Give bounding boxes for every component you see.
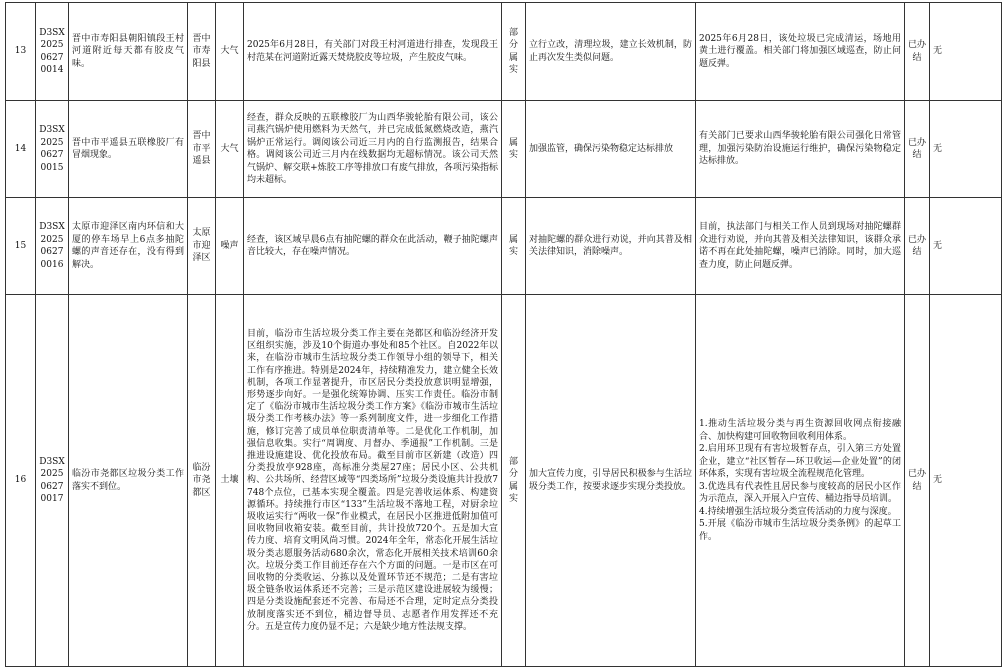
row-number: 14 bbox=[6, 101, 36, 198]
progress: 2025年6月28日，该处垃圾已完成清运，场地用黄土进行覆盖。相关部门将加强区域巡查，防止问题反弹。 bbox=[696, 3, 905, 101]
verdict: 属实 bbox=[502, 101, 526, 198]
status: 已办结 bbox=[905, 101, 930, 198]
issue-description: 临汾市尧都区垃圾分类工作落实不到位。 bbox=[69, 295, 188, 667]
row-number: 13 bbox=[6, 3, 36, 101]
case-code: D3SX202506270017 bbox=[36, 295, 69, 667]
case-code: D3SX202506270014 bbox=[36, 3, 69, 101]
pollution-type: 土壤 bbox=[216, 295, 244, 667]
table-row bbox=[6, 3, 1002, 101]
progress: 目前，执法部门与相关工作人员到现场对抽陀螺群众进行劝说，并向其普及相关法律知识，该群众承诺不再在此处抽陀螺，噪声已消除。同时，加大巡查力度，防止问题反弹。 bbox=[696, 198, 905, 295]
status: 已办结 bbox=[905, 295, 930, 667]
status: 已办结 bbox=[905, 3, 930, 101]
measures: 加强监管，确保污染物稳定达标排放 bbox=[526, 101, 696, 198]
issue-description: 太原市迎泽区南内环信和大厦的停车场早上6点多抽陀螺的声音还存在，没有得到解决。 bbox=[69, 198, 188, 295]
investigation-result: 经查，群众反映的五联橡胶厂为山西华骏轮胎有限公司，该公司燕汽锅炉使用燃料为天然气，并已完成低氮燃烧改造，燕汽锅炉正常运行。调阅该公司近三月内的自行监测报告，结果合格。调阅该公司近三月内在线数据均无超标情况。该公司天然气锅炉、解交联+炼胶工序等排放口有废气排放，各项污染指标均未超标。 bbox=[244, 101, 502, 198]
issue-description: 晋中市平遥县五联橡胶厂有冒烟现象。 bbox=[69, 101, 188, 198]
verdict: 部分属实 bbox=[502, 3, 526, 101]
table-row bbox=[6, 198, 1002, 295]
accountability: 无 bbox=[930, 101, 1002, 198]
investigation-result: 经查，该区域早晨6点有抽陀螺的群众在此活动，鞭子抽陀螺声音比较大，存在噪声情况。 bbox=[244, 198, 502, 295]
complaint-table bbox=[5, 2, 1002, 667]
accountability: 无 bbox=[930, 3, 1002, 101]
administrative-area: 晋中市寿阳县 bbox=[188, 3, 216, 101]
table-row bbox=[6, 295, 1002, 667]
table-row bbox=[6, 101, 1002, 198]
measures: 对抽陀螺的群众进行劝说，并向其普及相关法律知识，消除噪声。 bbox=[526, 198, 696, 295]
pollution-type: 噪声 bbox=[216, 198, 244, 295]
administrative-area: 晋中市平遥县 bbox=[188, 101, 216, 198]
row-number: 16 bbox=[6, 295, 36, 667]
investigation-result: 2025年6月28日，有关部门对段王村河道进行排查，发现段王村范某在河道附近露天焚烧胶皮等垃圾，产生胶皮气味。 bbox=[244, 3, 502, 101]
progress: 1.推动生活垃圾分类与再生资源回收网点衔接融合、加快构建可回收物回收利用体系。 2.启用环卫现有有害垃圾暂存点，引入第三方处置企业，建立“社区暂存—环卫收运—企业处置”的闭环体系，实现有害垃圾全流程规范化管理。 3.优选具有代表性且居民参与度较高的居民小区作为示范点，深入开展入户宣传、桶边指导员培训。 4.持续增强生活垃圾分类宣传活动的力度与深度。 5.开展《临汾市城市生活垃圾分类条例》的起草工作。 bbox=[696, 295, 905, 667]
row-number: 15 bbox=[6, 198, 36, 295]
measures: 加大宣传力度，引导居民积极参与生活垃圾分类工作，按要求逐步实现分类投放。 bbox=[526, 295, 696, 667]
verdict: 部分属实 bbox=[502, 295, 526, 667]
accountability: 无 bbox=[930, 295, 1002, 667]
administrative-area: 太原市迎泽区 bbox=[188, 198, 216, 295]
measures: 立行立改，清理垃圾，建立长效机制，防止再次发生类似问题。 bbox=[526, 3, 696, 101]
case-code: D3SX202506270016 bbox=[36, 198, 69, 295]
investigation-result: 目前，临汾市生活垃圾分类工作主要在尧都区和临汾经济开发区组织实施，涉及10个街道办事处和85个社区。自2022年以来，在临汾市城市生活垃圾分类工作领导小组的领导下，相关工作有序推进。特别是2024年，持续精准发力，建立健全长效机制，各项工作显著提升，市区居民分类投放意识明显增强，形势逐步向好。一是强化统筹协调、压实工作责任。临汾市制定了《临汾市城市生活垃圾分类工作方案》《临汾市城市生活垃圾分类工作考核办法》等一系列制度文件，进一步细化工作措施，修订完善了成员单位职责清单等。二是优化工作机制，加强信息收集。实行“周调度、月督办、季通报”工作机制。三是推进设施建设、优化投放布局。截至目前市区新建（改造）四分类投放亭928座，高标准分类屋27座；居民小区、公共机构、公共场所、经营区域等“四类场所”垃圾分类设施共计投放7748个点位，已基本实现全覆盖。四是完善收运体系、构建资源循环。持续推行市区“133”生活垃圾不落地工程，对厨余垃圾收运实行“两收一保”作业模式，在居民小区推进低附加值可回收物回收箱安装。截至目前，共计投放720个。五是加大宣传力度、培育文明风尚习惯。2024年全年，常态化开展生活垃圾分类志愿服务活动680余次，常态化开展相关技术培训60余次。垃圾分类工作目前还存在六个方面的问题。一是市区在可回收物的分类收运、分拣以及处置环节还不规范；二是有害垃圾全链条收运体系还不完善；三是示范区建设进展较为缓慢；四是分类设施配套还不完善、布局还不合理，定时定点分类投放制度落实还不到位，桶边督导员、志愿者作用发挥还不充分。五是宣传力度仍显不足；六是缺少地方性法规支撑。 bbox=[244, 295, 502, 667]
pollution-type: 大气 bbox=[216, 3, 244, 101]
case-code: D3SX202506270015 bbox=[36, 101, 69, 198]
pollution-type: 大气 bbox=[216, 101, 244, 198]
progress: 有关部门已要求山西华骏轮胎有限公司强化日常管理，加强污染防治设施运行维护，确保污染物稳定达标排放。 bbox=[696, 101, 905, 198]
status: 已办结 bbox=[905, 198, 930, 295]
administrative-area: 临汾市尧都区 bbox=[188, 295, 216, 667]
verdict: 属实 bbox=[502, 198, 526, 295]
accountability: 无 bbox=[930, 198, 1002, 295]
issue-description: 晋中市寿阳县朝阳镇段王村河道附近每天都有胶皮气味。 bbox=[69, 3, 188, 101]
